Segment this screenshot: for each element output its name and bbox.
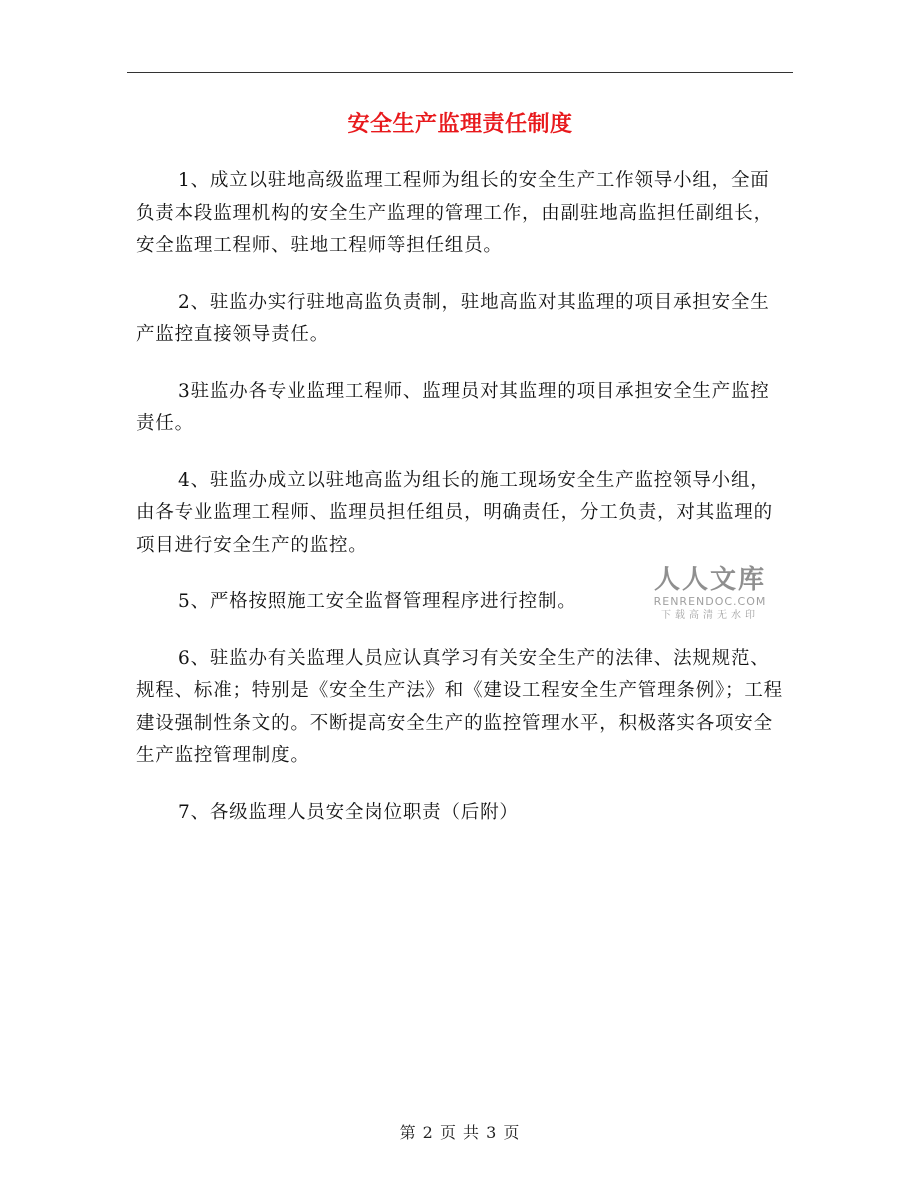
paragraph-5: 5、严格按照施工安全监督管理程序进行控制。 bbox=[178, 591, 577, 612]
paragraph-2: 2、驻监办实行驻地高监负责制，驻地高监对其监理的项目承担安全生产监控直接领导责任。 bbox=[136, 291, 770, 345]
paragraph-3: 3驻监办各专业监理工程师、监理员对其监理的项目承担安全生产监控责任。 bbox=[136, 380, 770, 434]
paragraph-7: 7、各级监理人员安全岗位职责（后附） bbox=[178, 801, 519, 823]
paragraph-4: 4、驻监办成立以驻地高监为组长的施工现场安全生产监控领导小组，由各专业监理工程师、监理员担任组员，明确责任，分工负责，对其监理的项目进行安全生产的监控。 bbox=[136, 469, 773, 556]
document-body bbox=[136, 165, 786, 853]
page-number-footer: 第 2 页 共 3 页 bbox=[399, 1123, 521, 1142]
document-title: 安全生产监理责任制度 bbox=[347, 112, 573, 137]
watermark-logo-text: 人人文库 bbox=[653, 565, 766, 595]
watermark-site: RENRENDOC.COM bbox=[653, 595, 767, 608]
watermark-slogan: 下载高清无水印 bbox=[661, 610, 759, 621]
paragraph-6: 6、驻监办有关监理人员应认真学习有关安全生产的法律、法规规范、规程、标准；特别是《安全生产法》和《建设工程安全生产管理条例》；工程建设强制性条文的。不断提高安全生产的监控管理水平，积极落实各项安全生产监控管理制度。 bbox=[136, 647, 783, 766]
header-rule bbox=[127, 72, 793, 73]
paragraph-1: 1、成立以驻地高级监理工程师为组长的安全生产工作领导小组，全面负责本段监理机构的安全生产监理的管理工作，由副驻地高监担任副组长，安全监理工程师、驻地工程师等担任组员。 bbox=[136, 170, 773, 256]
watermark-logo bbox=[640, 565, 780, 623]
